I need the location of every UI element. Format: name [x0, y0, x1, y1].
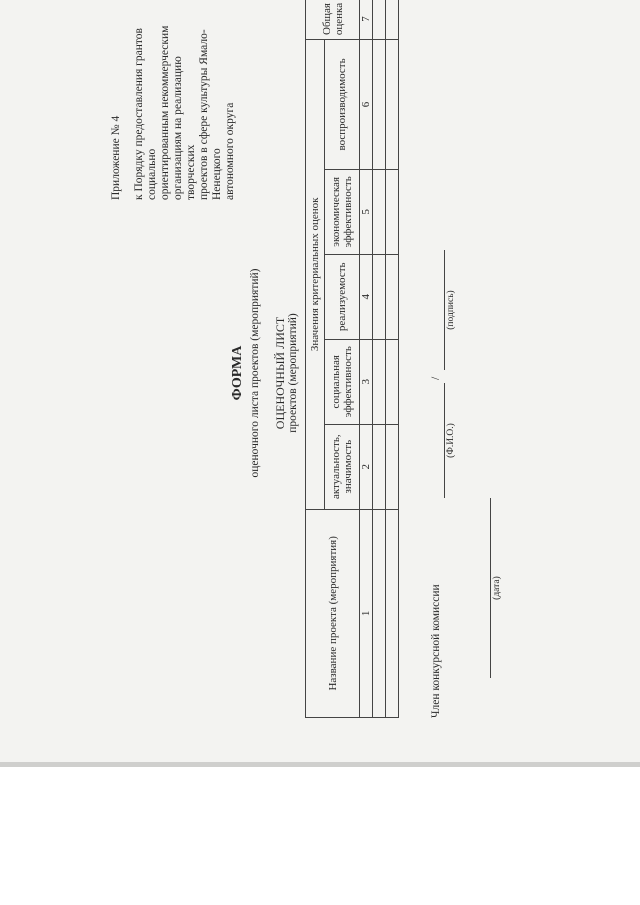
header-criterion: реализуемость: [325, 254, 360, 339]
appendix-line: к Порядку предоставления грантов социально: [133, 28, 158, 200]
table-cell: [386, 424, 399, 509]
column-number: 5: [360, 169, 373, 254]
signature-separator: /: [430, 376, 442, 380]
form-subtitle: оценочного листа проектов (мероприятий): [249, 268, 261, 478]
table-cell: [373, 254, 386, 339]
header-project-name: Название проекта (мероприятия): [306, 509, 360, 717]
table-cell: [386, 339, 399, 424]
table-cell: [386, 40, 399, 170]
fio-line: [444, 383, 445, 498]
appendix-block: [110, 0, 237, 200]
scan-edge: [0, 762, 640, 767]
appendix-line: ориентированным некоммерческим: [159, 25, 171, 200]
column-number: 7: [360, 0, 373, 40]
appendix-line: организациям на реализацию творческих: [172, 56, 197, 200]
table-cell: [373, 169, 386, 254]
commission-member-label: Член конкурсной комиссии: [430, 584, 442, 718]
header-criterion: актуальность, значимость: [325, 424, 360, 509]
appendix-line: проектов в сфере культуры Ямало-Ненецкого: [198, 29, 223, 200]
sheet-subtitle: проектов (мероприятий): [287, 313, 299, 433]
table-cell: [373, 0, 386, 40]
date-caption: (дата): [492, 576, 502, 600]
column-number: 4: [360, 254, 373, 339]
form-title: ФОРМА: [230, 345, 245, 401]
signature-caption: (подпись): [446, 290, 456, 330]
column-number: 3: [360, 339, 373, 424]
evaluation-table: [305, 0, 399, 718]
sheet-title: ОЦЕНОЧНЫЙ ЛИСТ: [273, 316, 287, 430]
fio-caption: (Ф.И.О.): [446, 423, 456, 458]
table-cell: [373, 424, 386, 509]
table-cell: [386, 509, 399, 717]
appendix-title: Приложение № 4: [110, 115, 122, 200]
table-header-row: [306, 0, 325, 718]
header-criterion: социальная эффективность: [325, 339, 360, 424]
header-total-score: Общая оценка: [306, 0, 360, 40]
table-cell: [373, 339, 386, 424]
table-cell: [373, 40, 386, 170]
signature-line: [444, 250, 445, 370]
table-number-row: [360, 0, 373, 718]
header-criteria-group: Значения критериальных оценок: [306, 40, 325, 510]
column-number: 1: [360, 509, 373, 717]
form-page: [20, 0, 502, 748]
appendix-line: автономного округа: [224, 102, 236, 200]
column-number: 2: [360, 424, 373, 509]
table-row: [373, 0, 386, 718]
header-criterion: воспроизводимость: [325, 40, 360, 170]
date-line: [490, 498, 491, 678]
table-cell: [386, 169, 399, 254]
table-cell: [386, 254, 399, 339]
column-number: 6: [360, 40, 373, 170]
header-criterion: экономическая эффективность: [325, 169, 360, 254]
table-cell: [386, 0, 399, 40]
table-row: [386, 0, 399, 718]
table-cell: [373, 509, 386, 717]
